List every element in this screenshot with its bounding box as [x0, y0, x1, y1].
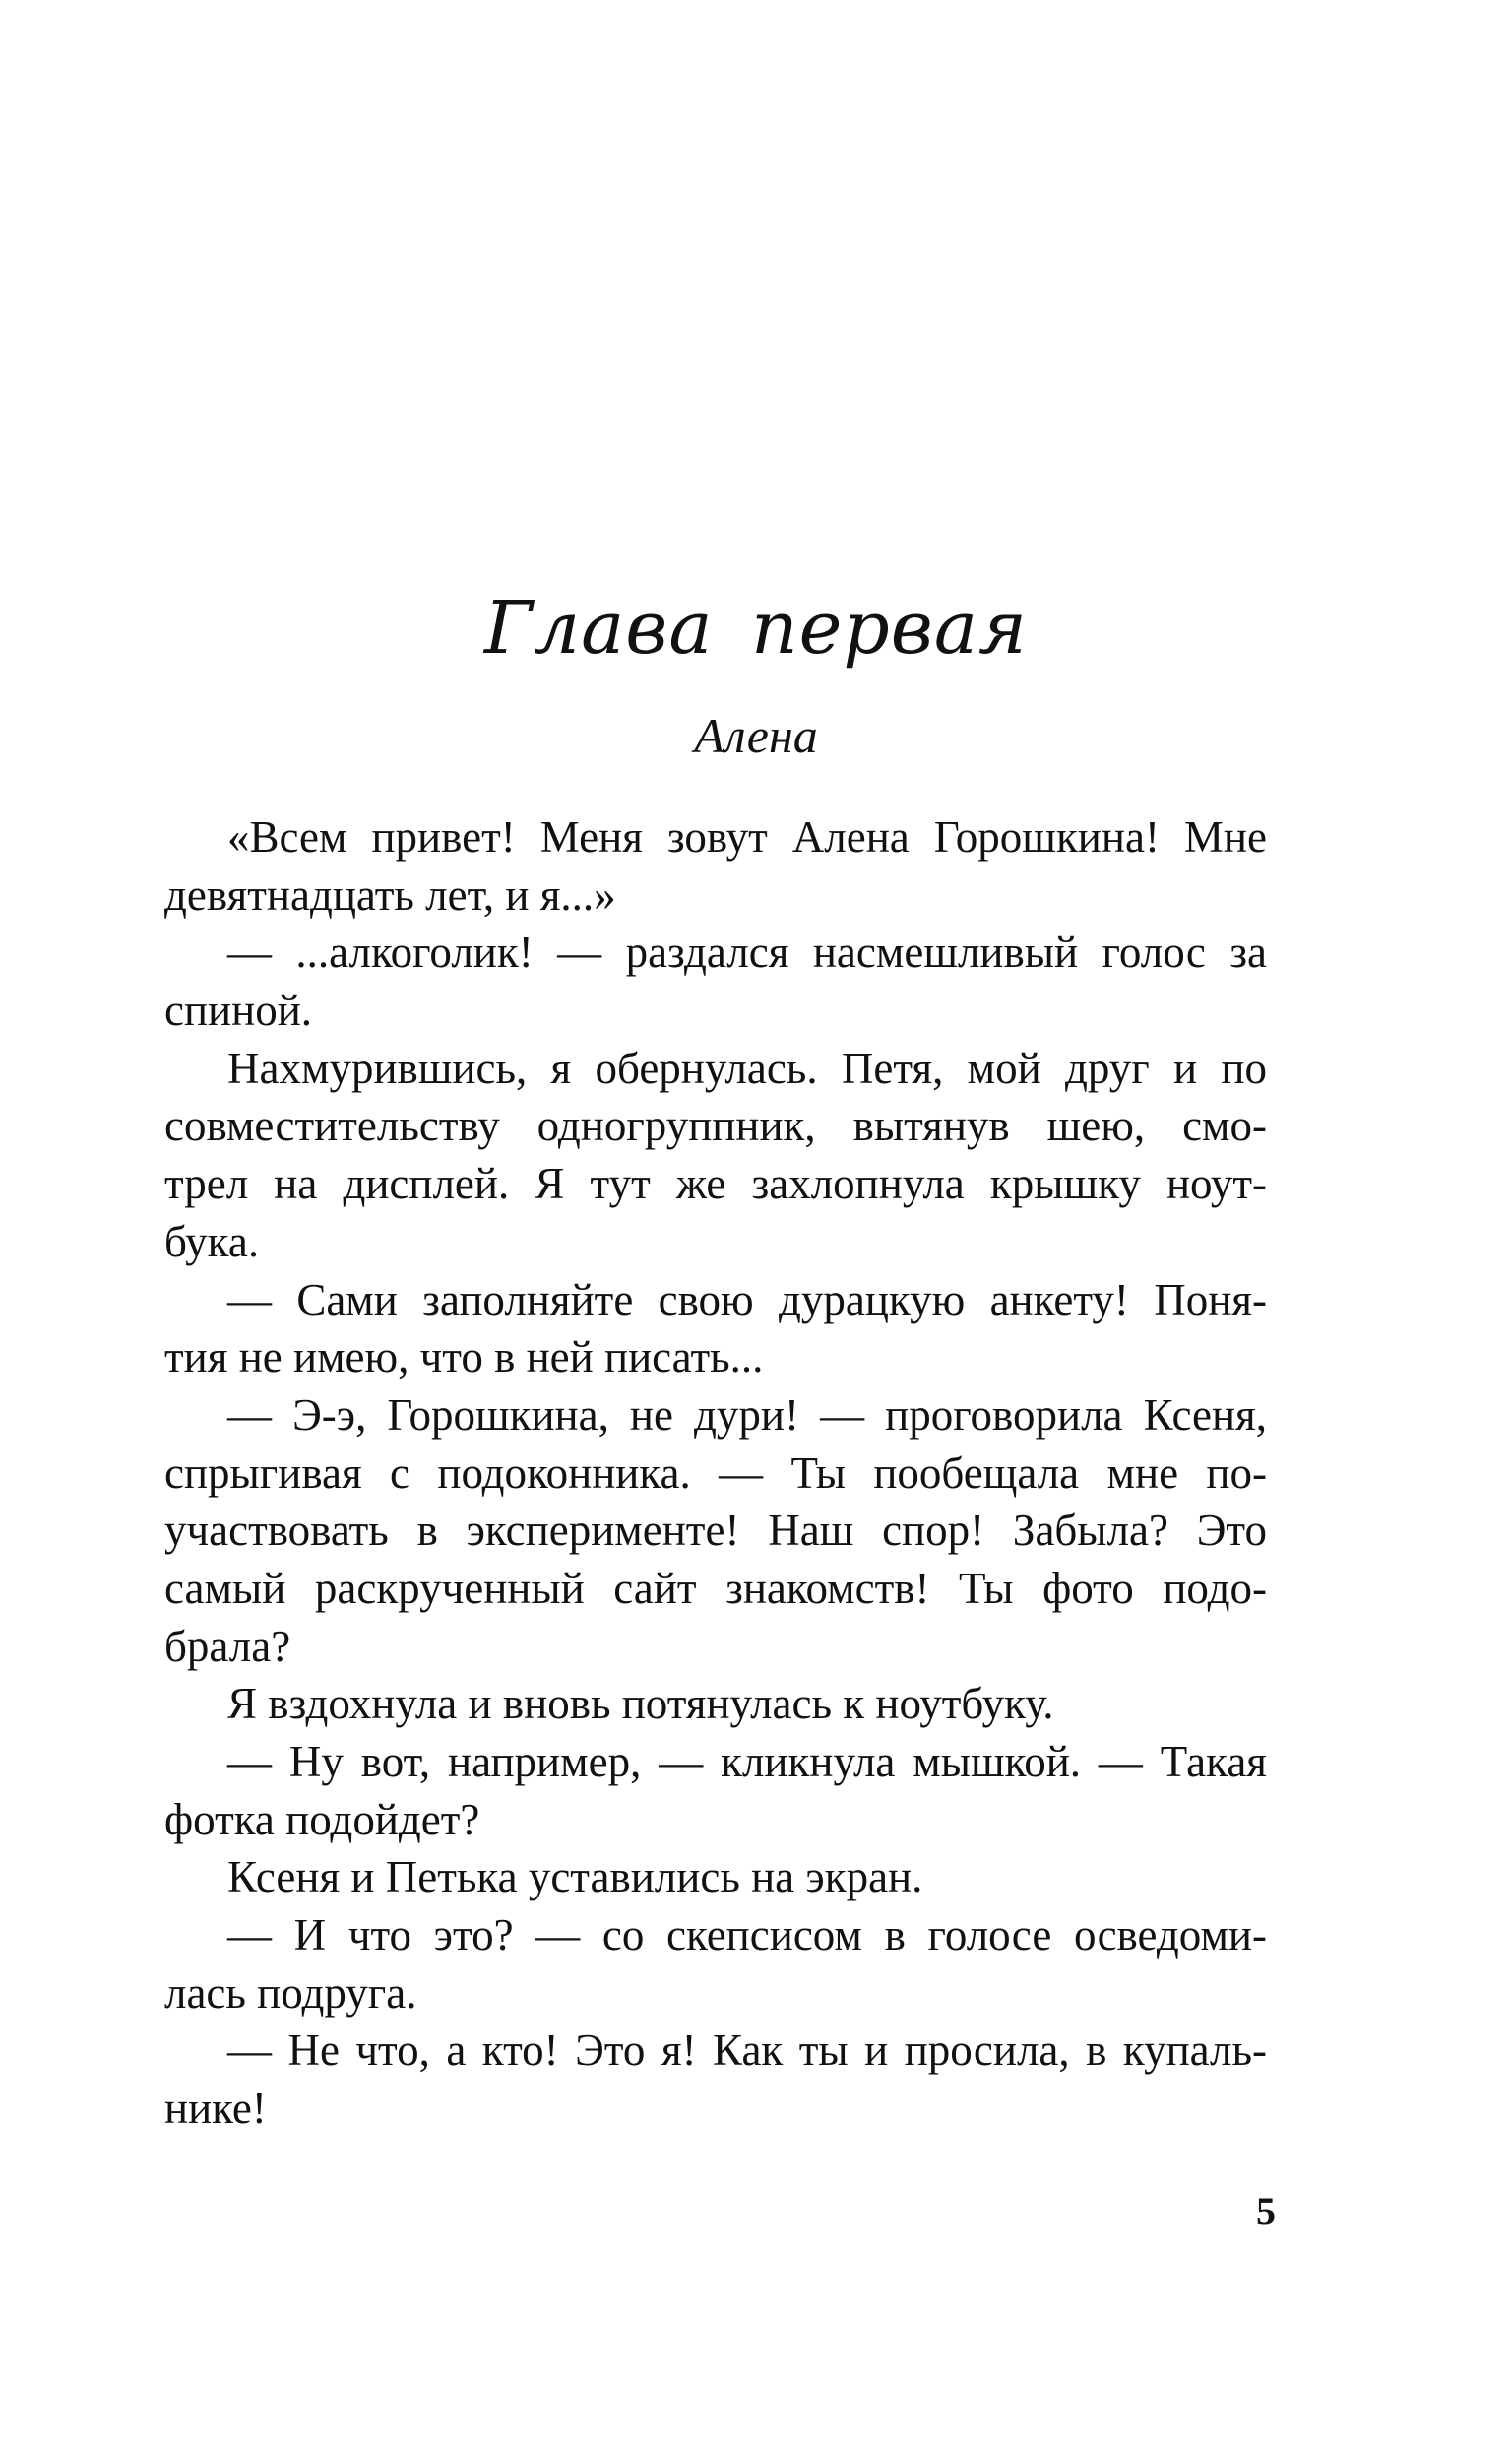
text-line: — И что это? — со скепсисом в голосе осведоми-	[227, 1910, 1267, 1961]
text-line: тия не имею, что в ней писать...	[164, 1332, 764, 1382]
page-number: 5	[1256, 2189, 1276, 2233]
text-line: — Э-э, Горошкина, не дури! — проговорила Ксеня,	[227, 1389, 1267, 1440]
text-line: фотка подойдет?	[164, 1794, 480, 1844]
text-line: — Ну вот, например, — кликнула мышкой. — Такая	[227, 1737, 1267, 1786]
text-line: «Всем привет! Меня зовут Алена Горошкина! Мне	[227, 812, 1267, 862]
text-line: спрыгивая с подоконника. — Ты пообещала мне по-	[164, 1447, 1267, 1498]
text-line: — Сами заполняйте свою дурацкую анкету! Поня-	[227, 1274, 1267, 1324]
body-text	[164, 807, 1267, 2137]
text-line: Ксеня и Петька уставились на экран.	[227, 1852, 923, 1902]
text-line: Нахмурившись, я обернулась. Петя, мой друг и по	[227, 1043, 1267, 1093]
text-line: — Не что, а кто! Это я! Как ты и просила, в купаль-	[227, 2025, 1267, 2076]
text-line: брала?	[164, 1621, 291, 1671]
text-line: — ...алкоголик! — раздался насмешливый голос за	[227, 928, 1267, 978]
text-line: спиной.	[164, 986, 313, 1036]
text-line: нике!	[164, 2084, 267, 2134]
text-line: самый раскрученный сайт знакомств! Ты фото подо-	[164, 1563, 1267, 1613]
text-line: Я вздохнула и вновь потянулась к ноутбуку.	[227, 1679, 1054, 1729]
text-line: девятнадцать лет, и я...»	[164, 869, 616, 920]
text-line: трел на дисплей. Я тут же захлопнула крышку ноут-	[164, 1159, 1267, 1209]
text-line: лась подруга.	[164, 1967, 417, 2018]
text-line: участвовать в эксперименте! Наш спор! Забыла? Это	[164, 1506, 1267, 1556]
chapter-subtitle: Алена	[694, 708, 818, 763]
chapter-title: Глава первая	[484, 586, 1028, 671]
text-line: совместительству одногруппник, вытянув шею, смо-	[164, 1101, 1267, 1151]
text-line: бука.	[164, 1216, 260, 1266]
